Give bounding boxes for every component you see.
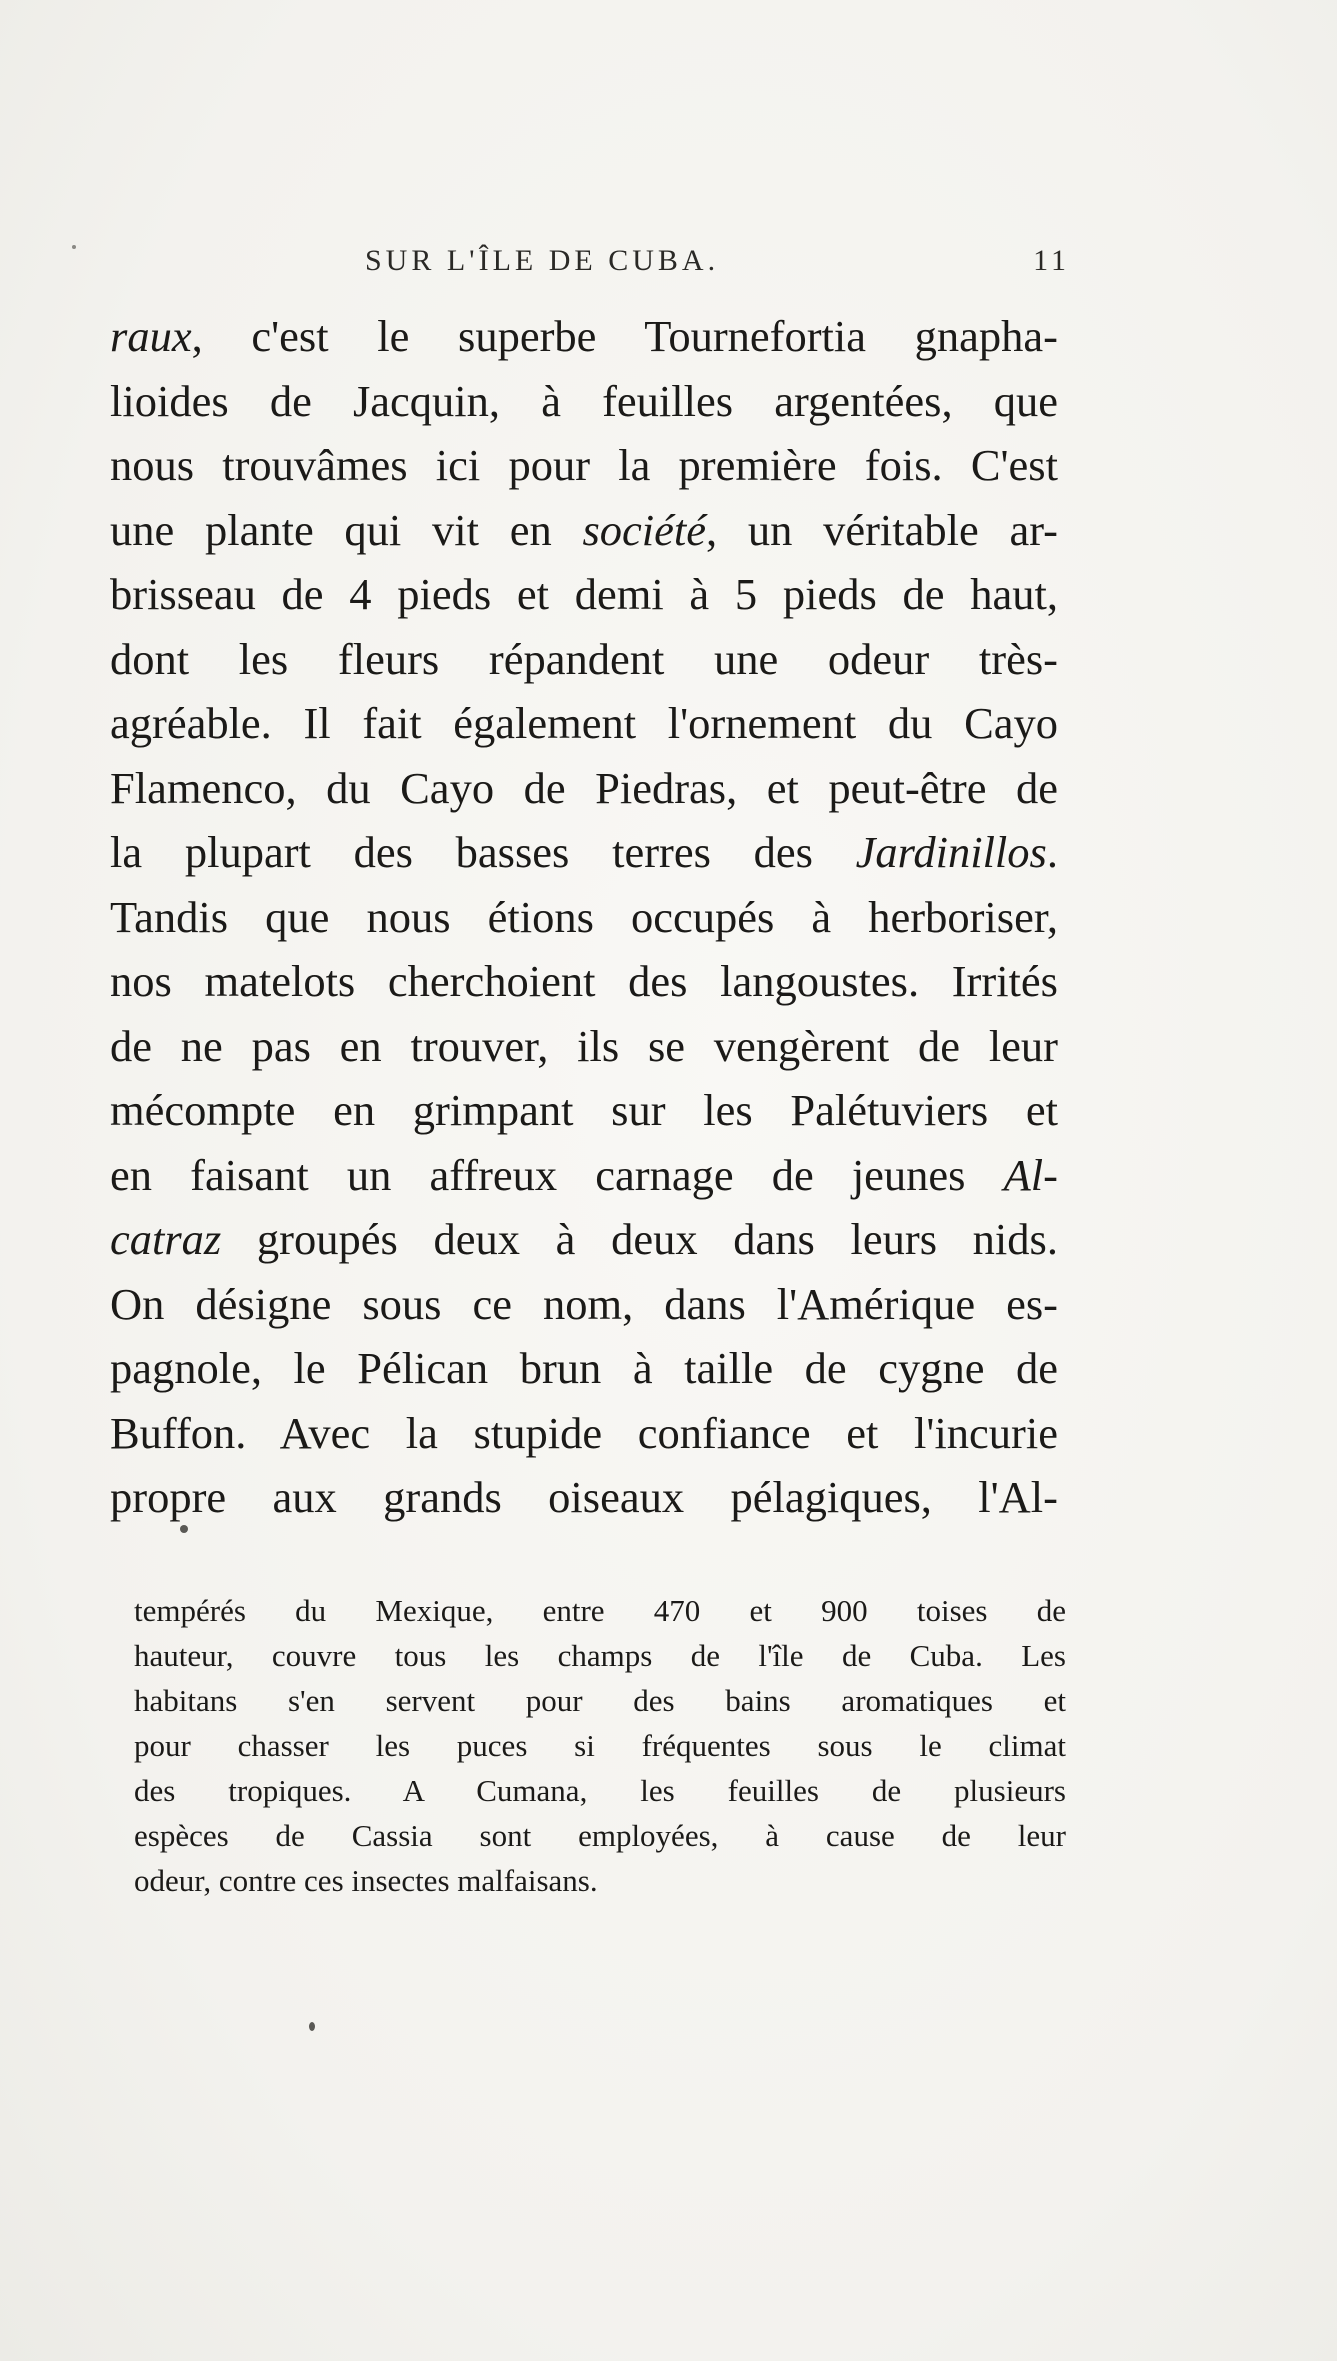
body-line [110, 820, 1058, 885]
body-line [110, 304, 1058, 369]
body-line [110, 562, 1058, 627]
line-text: On désigne sous ce nom, dans l'Amérique es- [110, 1278, 1058, 1329]
body-line [110, 1143, 1058, 1208]
body-line [110, 756, 1058, 821]
italic-word: Al- [1003, 1149, 1058, 1200]
footnote-line: espèces de Cassia sont employées, à cause de leur [134, 1818, 1066, 1853]
body-line [110, 1465, 1058, 1530]
ink-speck [72, 245, 76, 249]
footnote-line: odeur, contre ces insectes malfaisans. [134, 1863, 598, 1898]
line-text: lioides de Jacquin, à feuilles argentées, que [110, 375, 1058, 426]
line-text: , un véritable ar- [706, 504, 1058, 555]
line-text: en faisant un affreux carnage de jeunes [110, 1149, 1004, 1200]
footnote-line: pour chasser les puces si fréquentes sous le climat [134, 1728, 1066, 1763]
italic-word: raux [110, 311, 192, 361]
line-text: pagnole, le Pélican brun à taille de cygne de [110, 1343, 1058, 1393]
line-text: mécompte en grimpant sur les Palétuviers et [110, 1085, 1058, 1135]
body-line [110, 1336, 1058, 1401]
running-head: SUR L'ÎLE DE CUBA. [365, 244, 720, 277]
body-line [110, 885, 1058, 950]
line-text: propre aux grands oiseaux pélagiques, l'Al- [110, 1472, 1058, 1522]
body-line [110, 1078, 1058, 1143]
page-header [110, 244, 1070, 284]
line-text: Tandis que nous étions occupés à herboriser, [110, 891, 1058, 942]
body-line [110, 691, 1058, 756]
line-text: nos matelots cherchoient des langoustes. Irrités [110, 956, 1058, 1006]
line-text: Flamenco, du Cayo de Piedras, et peut-être de [110, 762, 1058, 813]
line-text: nous trouvâmes ici pour la première fois. C'est [110, 440, 1058, 490]
footnote-line: habitans s'en servent pour des bains aromatiques et [134, 1683, 1066, 1718]
line-text: agréable. Il fait également l'ornement du Cayo [110, 698, 1058, 748]
line-text: , c'est le superbe Tournefortia gnapha- [191, 311, 1058, 361]
body-line [110, 1207, 1058, 1272]
italic-word: Jardinillos [855, 827, 1047, 877]
body-line [110, 498, 1058, 563]
body-line [110, 627, 1058, 692]
line-text: dont les fleurs répandent une odeur très- [110, 633, 1058, 684]
footnote-line: hauteur, couvre tous les champs de l'île de Cuba. Les [134, 1638, 1066, 1673]
italic-word: catraz [110, 1214, 222, 1264]
line-text: de ne pas en trouver, ils se vengèrent de leur [110, 1020, 1058, 1071]
line-text: la plupart des basses terres des [110, 827, 856, 877]
ink-speck [309, 2022, 315, 2031]
footnote-line: des tropiques. A Cumana, les feuilles de plusieurs [134, 1773, 1066, 1808]
line-text: groupés deux à deux dans leurs nids. [221, 1214, 1058, 1264]
body-line [110, 1014, 1058, 1079]
body-line [110, 433, 1058, 498]
body-text [110, 304, 1058, 1530]
line-text: Buffon. Avec la stupide confiance et l'incurie [110, 1407, 1058, 1458]
page-number: 11 [1033, 244, 1070, 277]
line-text: brisseau de 4 pieds et demi à 5 pieds de haut, [110, 569, 1058, 619]
body-line [110, 1401, 1058, 1466]
body-line [110, 369, 1058, 434]
body-line [110, 1272, 1058, 1337]
footnote-line: tempérés du Mexique, entre 470 et 900 toises de [134, 1593, 1066, 1628]
footnote [134, 1588, 1066, 1903]
ink-speck [180, 1525, 188, 1533]
body-line [110, 949, 1058, 1014]
line-text: . [1046, 827, 1058, 877]
italic-word: société [582, 504, 707, 555]
line-text: une plante qui vit en [110, 504, 583, 555]
